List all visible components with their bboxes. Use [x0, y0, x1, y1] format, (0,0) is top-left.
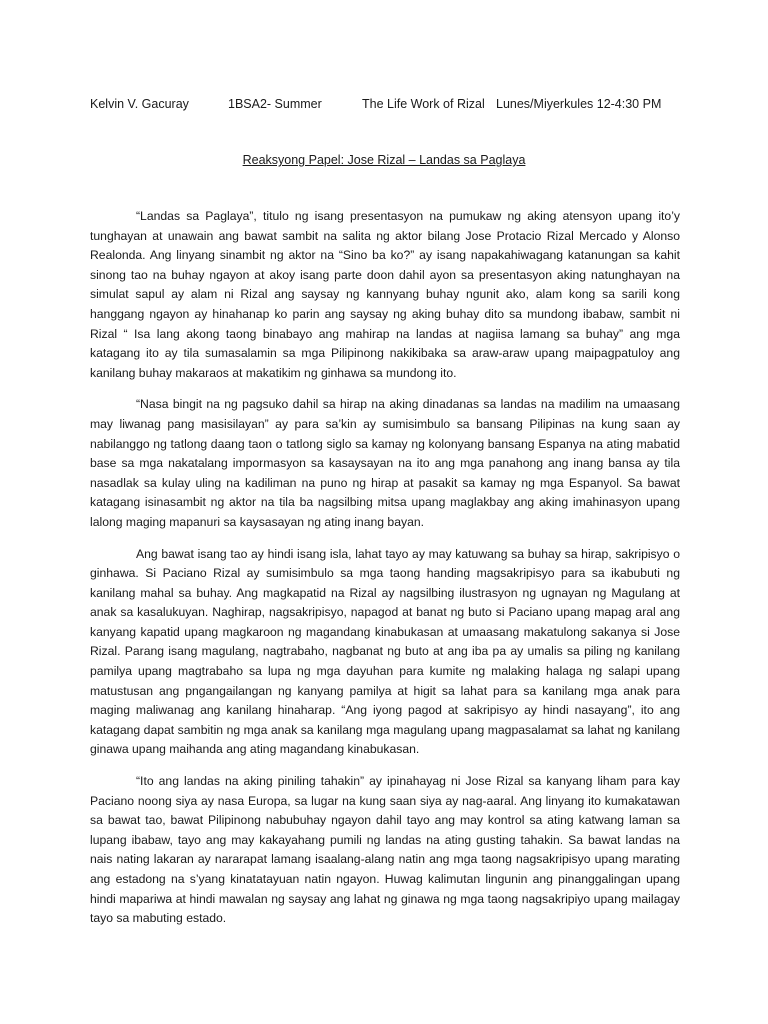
author-name: Kelvin V. Gacuray: [90, 97, 189, 111]
document-header: [90, 95, 688, 113]
course-title: The Life Work of Rizal: [362, 97, 485, 111]
paragraph-1: “Landas sa Paglaya”, titulo ng isang presentasyon na pumukaw ng aking atensyon upang ito’y tunghayan at unawain ang bawat sambit na salita ng aktor bilang Jose Protacio Rizal Mercado y Alonso Realonda. Ang linyang sinambit ng aktor na “Sino ba ko?” ay isang napakahiwagang katanungan sa kahit sinong tao na buhay ngayon at akoy isang parte doon dahil ayon sa presentasyon aking natunghayan na simulat sapul ay alam ni Rizal ang saysay ng kannyang buhay ngunit ako, alam kong sa sarili kong hanggang ngayon ay hinahanap ko parin ang saysay ng aking buhay dito sa mundong ibabaw, sambit ni Rizal “ Isa lang akong taong binabayo ang mahirap na landas at nagiisa lamang sa buhay” ang mga katagang ito ay tila sumasalamin sa mga Pilipinong nakikibaka sa araw-araw upang maipagpatuloy ang kanilang buhay makaraos at makatikim ng ginhawa sa mundong ito.: [90, 209, 680, 380]
class-section: 1BSA2- Summer: [228, 97, 322, 111]
document-title: Reaksyong Papel: Jose Rizal – Landas sa Paglaya: [242, 153, 526, 167]
paragraph-2: “Nasa bingit na ng pagsuko dahil sa hirap na aking dinadanas sa landas na madilim na umaasang may liwanag pang masisilayan” ay para sa’kin ay sumisimbulo sa bansang Pilipinas na kung saan ay nabilanggo ng tatlong daang taon o tatlong siglo sa kamay ng kolonyang bansang Espanya na ating mabatid base sa mga nakatalang impormasyon sa kasaysayan na ito ang mga panahong ang inang bansa ay tila nasadlak sa kulay uling na kadiliman na puno ng hirap at pasakit sa kamay ng mga Espanyol. Sa bawat katagang isinasambit ng aktor na tila ba nagsilbing mitsa upang maglakbay ang aking imahinasyon upang lalong maging mapanuri sa kaysasayan ng ating inang bayan.: [90, 397, 680, 529]
paragraph-4: “Ito ang landas na aking piniling tahakin” ay ipinahayag ni Jose Rizal sa kanyang liham para kay Paciano noong siya ay nasa Europa, sa lugar na kung saan siya ay nag-aaral. Ang linyang ito kumakatawan sa bawat tao, bawat Pilipinong nabubuhay ngayon dahil tayo ang may kontrol sa ating katwang laman sa lupang ibabaw, tayo ang may kakayahang pumili ng landas na ating gusting tahakin. Sa bawat landas na nais nating lakaran ay nararapat lamang isaalang-alang natin ang mga taong nagsakripisyo upang marating ang estadong na s’yang kinatatayuan natin ngayon. Huwag kalimutan lingunin ang pinanggalingan upang hindi mapariwa at hindi mawalan ng saysay ang lahat ng ginawa ng mga taong nagsakripiyo upang mailagay tayo sa mabuting estado.: [90, 774, 680, 926]
class-schedule: Lunes/Miyerkules 12-4:30 PM: [496, 97, 662, 111]
document-body: [90, 207, 680, 941]
paragraph-3: Ang bawat isang tao ay hindi isang isla, lahat tayo ay may katuwang sa buhay sa hirap, sakripisyo o ginhawa. Si Paciano Rizal ay sumisimbulo sa mga taong handing magsakripisyo para sa ikabubuti ng kanilang mahal sa buhay. Ang magkapatid na Rizal ay nagsilbing ilustrasyon ng ugnayan ng Magulang at anak sa kasalukuyan. Naghirap, nagsakripisyo, napagod at banat ng buto si Paciano upang mapag aral ang kanyang kapatid upang magkaroon ng magandang kinabukasan at umaasang makatulong sakanya si Jose Rizal. Parang isang magulang, nagtrabaho, nagbanat ng buto at ang iba pa ay umalis sa piling ng kanilang pamilya upang magtrabaho sa lupa ng mga dayuhan para kumite ng malaking halaga ng salapi upang matustusan ang pngangailangan ng kanyang pamilya at higit sa lahat para sa kanilang mga anak para maging maliwanag ang kanilang hinaharap. “Ang iyong pagod at sakripisyo ay hindi nasayang”, ito ang katagang dapat sambitin ng mga anak sa kanilang mga magulang upang magpasalamat sa lahat ng kanilang ginawa upang maihanda ang ating magandang kinabukasan.: [90, 546, 680, 757]
